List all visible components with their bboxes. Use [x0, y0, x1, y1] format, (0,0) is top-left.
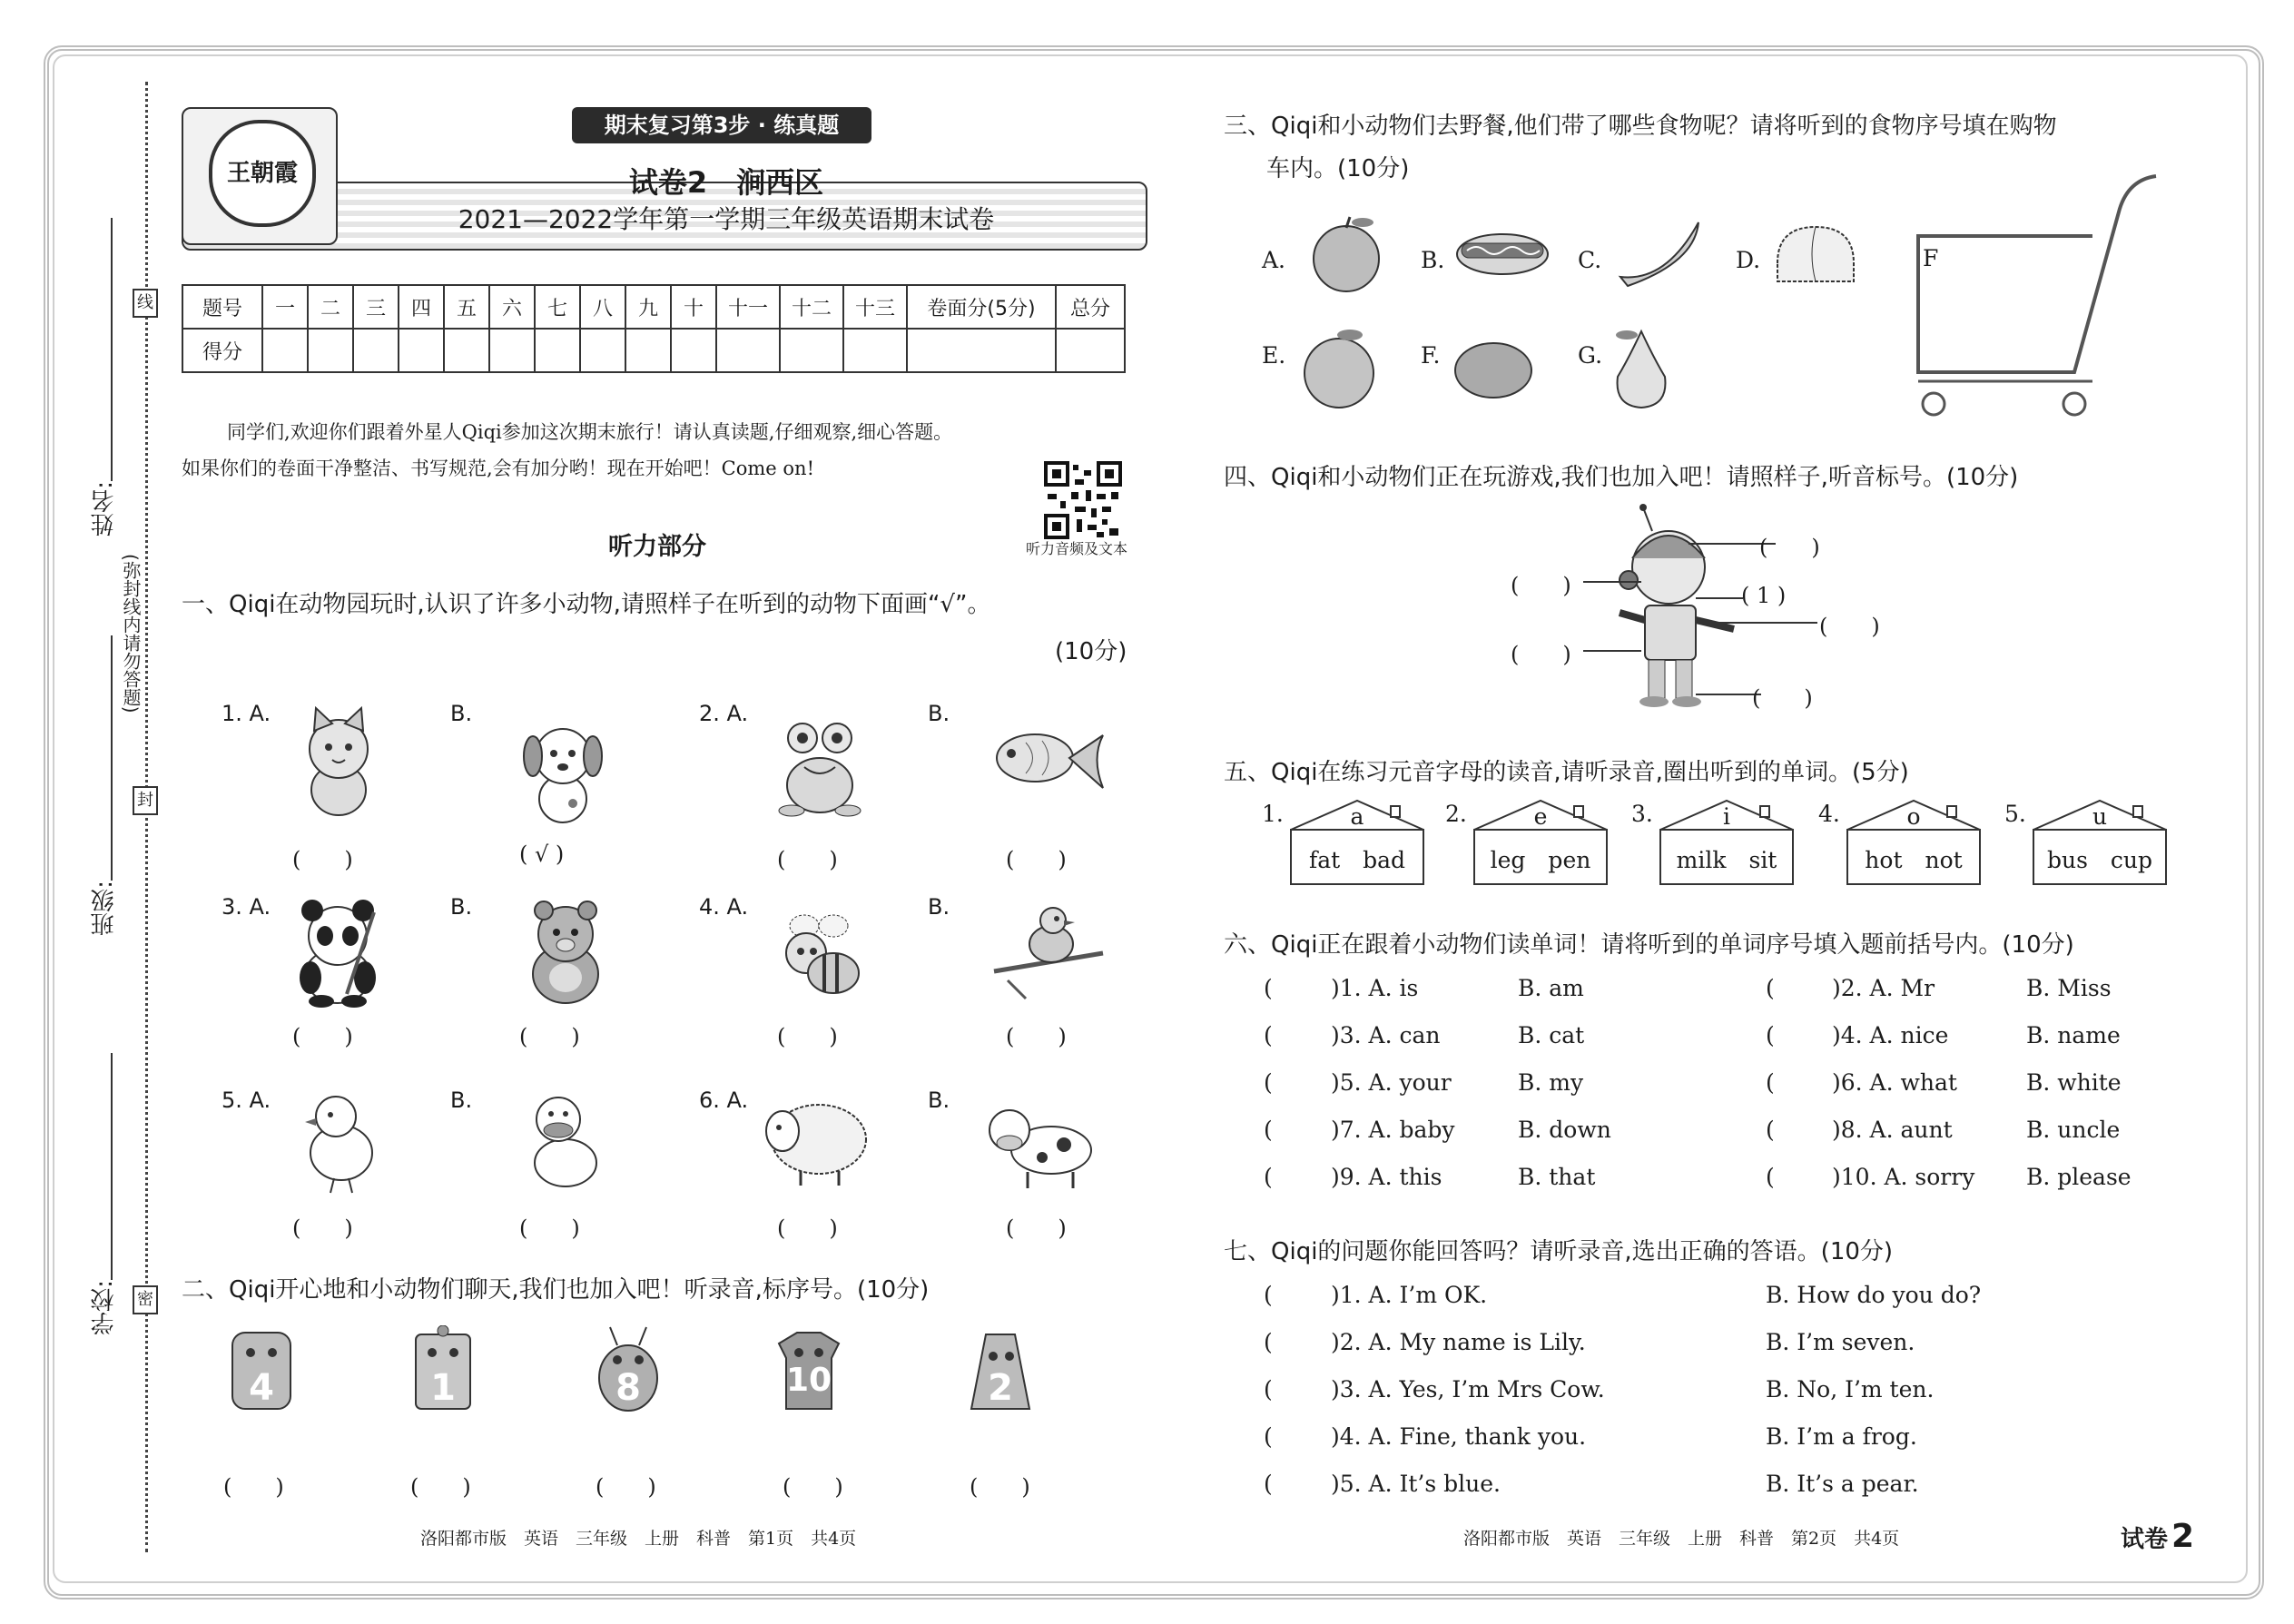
- q1-label: 5. A.: [222, 1088, 271, 1113]
- paren-open[interactable]: (: [1264, 1069, 1273, 1096]
- q1-score: (10分): [1055, 638, 1127, 665]
- stage-banner: 期末复习第3步 · 练真题: [572, 107, 871, 143]
- option-b: B. down: [1518, 1117, 1611, 1143]
- q1-label: B.: [928, 701, 950, 726]
- answer-blank[interactable]: ( ): [970, 1474, 1030, 1500]
- q1-label: B.: [450, 701, 473, 726]
- shopping-cart-icon: [1911, 172, 2165, 427]
- score-cell: 得分: [182, 329, 262, 372]
- paren-open[interactable]: (: [1264, 1022, 1273, 1048]
- answer-blank[interactable]: ( ): [1752, 685, 1813, 711]
- option-b: B. uncle: [2026, 1117, 2121, 1143]
- panda-icon: [283, 894, 397, 1008]
- score-input-cell[interactable]: [535, 329, 580, 372]
- paren-open[interactable]: (: [1766, 1164, 1775, 1190]
- q1-label: 3. A.: [222, 894, 271, 920]
- house-words[interactable]: leg pen: [1490, 847, 1591, 873]
- option-a: )10. A. sorry: [1832, 1164, 1975, 1190]
- character-card: [592, 1325, 665, 1416]
- option-b: B. white: [2026, 1069, 2122, 1096]
- duck-icon: [513, 1085, 613, 1198]
- score-cell: 总分: [1056, 285, 1125, 329]
- house-number: 2.: [1445, 801, 1467, 827]
- q1-label: B.: [450, 1088, 473, 1113]
- paren-open[interactable]: (: [1264, 1282, 1273, 1308]
- orange-icon: [1294, 322, 1384, 413]
- option-a: )4. A. nice: [1832, 1022, 1949, 1048]
- bird-icon: [989, 899, 1108, 1008]
- footer-right: 洛阳都市版 英语 三年级 上册 科普 第2页 共4页: [1463, 1529, 1900, 1549]
- score-cell: 十三: [843, 285, 907, 329]
- intro-line-2: 如果你们的卷面干净整洁、书写规范,会有加分哟！现在开始吧！Come on!: [182, 458, 815, 479]
- q1-label: B.: [450, 894, 473, 920]
- bread-icon: [1770, 218, 1861, 290]
- answer-blank[interactable]: ( ): [223, 1474, 284, 1500]
- option-a: )3. A. can: [1331, 1022, 1441, 1048]
- house-number: 1.: [1262, 801, 1284, 827]
- robot-kid-icon: [1598, 504, 1743, 713]
- paren-open[interactable]: (: [1264, 975, 1273, 1001]
- answer-blank[interactable]: ( ): [1511, 573, 1571, 598]
- answer-blank[interactable]: ( ): [292, 1024, 353, 1049]
- q1-label: 4. A.: [699, 894, 749, 920]
- qr-code-icon[interactable]: [1044, 461, 1122, 539]
- paren-open[interactable]: (: [1264, 1423, 1273, 1450]
- option-a: )6. A. what: [1832, 1069, 1957, 1096]
- intro-line-1: 同学们,欢迎你们跟着外星人Qiqi参加这次期末旅行！请认真读题,仔细观察,细心答题。: [227, 421, 953, 443]
- q1-label: B.: [928, 1088, 950, 1113]
- pointer-line: [1583, 650, 1641, 652]
- score-input-cell[interactable]: [907, 329, 1056, 372]
- vowel-letter: i: [1723, 803, 1730, 830]
- house-number: 5.: [2004, 801, 2026, 827]
- score-input-cell[interactable]: [1056, 329, 1125, 372]
- paren-open[interactable]: (: [1264, 1117, 1273, 1143]
- cow-icon: [982, 1094, 1100, 1194]
- answer-option-b: B. I’m a frog.: [1766, 1423, 1917, 1450]
- score-table-header-row: [182, 285, 1125, 329]
- answer-option-a: )4. A. Fine, thank you.: [1331, 1423, 1587, 1450]
- q1-title: 一、Qiqi在动物园玩时,认识了许多小动物,请照样子在听到的动物下面画“√”。: [182, 591, 991, 618]
- score-table-score-row: [182, 329, 1125, 372]
- food-label: G.: [1578, 342, 1603, 369]
- paren-open[interactable]: (: [1766, 1117, 1775, 1143]
- house-words[interactable]: bus cup: [2046, 847, 2153, 873]
- option-b: B. cat: [1518, 1022, 1585, 1048]
- score-cell: 五: [444, 285, 489, 329]
- score-cell: 二: [308, 285, 353, 329]
- logo-emblem: 王朝霞: [209, 120, 316, 227]
- paper-title: 试卷2 涧西区: [628, 165, 824, 200]
- house-words[interactable]: hot not: [1865, 847, 1963, 873]
- score-input-cell[interactable]: [843, 329, 907, 372]
- seal-mi-box: 密: [133, 1285, 158, 1314]
- bear-icon: [513, 894, 617, 1008]
- character-number: 4: [249, 1367, 274, 1409]
- school-underline: [111, 1053, 113, 1280]
- sheep-icon: [755, 1089, 873, 1189]
- answer-option-b: B. How do you do?: [1766, 1282, 1982, 1308]
- paren-open[interactable]: (: [1264, 1376, 1273, 1403]
- option-b: B. that: [1518, 1164, 1596, 1190]
- seal-line-box: 线: [133, 289, 158, 318]
- answer-option-a: )5. A. It’s blue.: [1331, 1471, 1501, 1497]
- answer-blank[interactable]: ( ): [1006, 1216, 1067, 1241]
- paper-tag-label: 试卷: [2121, 1526, 2169, 1553]
- option-b: B. name: [2026, 1022, 2121, 1048]
- hotdog-icon: [1452, 218, 1552, 286]
- class-label: 班级:: [91, 881, 118, 936]
- score-cell: 八: [580, 285, 625, 329]
- score-cell: 四: [399, 285, 444, 329]
- character-number: 10: [785, 1362, 832, 1399]
- score-input-cell[interactable]: [444, 329, 489, 372]
- food-label: A.: [1262, 247, 1286, 273]
- answer-blank[interactable]: ( ): [1006, 847, 1067, 872]
- bee-icon: [770, 908, 870, 1008]
- score-input-cell[interactable]: [399, 329, 444, 372]
- paper-tag: [2121, 1518, 2194, 1555]
- apple-icon: [1303, 213, 1393, 295]
- cat-icon: [289, 704, 389, 822]
- score-input-cell[interactable]: [625, 329, 671, 372]
- house-words[interactable]: milk sit: [1676, 847, 1777, 873]
- seal-feng-box: 封: [133, 786, 158, 815]
- answer-blank[interactable]: ( ): [410, 1474, 471, 1500]
- q1-label: 6. A.: [699, 1088, 749, 1113]
- vowel-letter: e: [1533, 803, 1548, 830]
- score-cell: 十一: [716, 285, 780, 329]
- answer-blank[interactable]: ( ): [519, 1216, 580, 1241]
- paper-subtitle: 2021—2022学年第一学期三年级英语期末试卷: [458, 204, 995, 234]
- answer-example: ( 1 ): [1741, 583, 1787, 608]
- dog-icon: [513, 713, 613, 826]
- food-label: D.: [1736, 247, 1761, 273]
- answer-blank[interactable]: ( ): [777, 1216, 838, 1241]
- house-words[interactable]: fat bad: [1308, 847, 1406, 873]
- score-cell: 六: [489, 285, 535, 329]
- q5-title: 五、Qiqi在练习元音字母的读音,请听录音,圈出听到的单词。(5分): [1224, 759, 1909, 786]
- answer-blank[interactable]: ( ): [1759, 535, 1820, 560]
- answer-option-b: B. It’s a pear.: [1766, 1471, 1919, 1497]
- option-a: )9. A. this: [1331, 1164, 1442, 1190]
- option-b: B. Miss: [2026, 975, 2112, 1001]
- school-label: 学校:: [91, 1280, 118, 1335]
- food-label: F.: [1421, 342, 1441, 369]
- score-cell: 三: [353, 285, 399, 329]
- qr-caption: 听力音频及文本: [1026, 540, 1128, 557]
- score-input-cell[interactable]: [489, 329, 535, 372]
- score-cell: 七: [535, 285, 580, 329]
- character-card: [407, 1325, 479, 1416]
- answer-option-a: )3. A. Yes, I’m Mrs Cow.: [1331, 1376, 1605, 1403]
- option-a: )7. A. baby: [1331, 1117, 1455, 1143]
- character-card: [225, 1325, 298, 1416]
- answer-blank[interactable]: ( ): [519, 1024, 580, 1049]
- brand-logo: [182, 107, 338, 245]
- house-number: 4.: [1818, 801, 1840, 827]
- option-a: )8. A. aunt: [1832, 1117, 1953, 1143]
- score-input-cell[interactable]: [308, 329, 353, 372]
- frog-icon: [770, 713, 870, 822]
- paren-open[interactable]: (: [1264, 1471, 1273, 1497]
- seal-note: (弥封线内请勿答题): [120, 554, 142, 714]
- paren-open[interactable]: (: [1766, 1022, 1775, 1048]
- option-a: )2. A. Mr: [1832, 975, 1935, 1001]
- character-number: 2: [988, 1367, 1013, 1409]
- score-input-cell[interactable]: [716, 329, 780, 372]
- q1-label: 2. A.: [699, 701, 749, 726]
- banana-icon: [1611, 213, 1711, 290]
- pear-icon: [1605, 322, 1678, 413]
- score-cell: 十二: [780, 285, 843, 329]
- food-label: B.: [1421, 247, 1445, 273]
- class-underline: [111, 635, 113, 881]
- answer-blank[interactable]: ( ): [1511, 642, 1571, 667]
- pointer-line: [1696, 597, 1743, 599]
- answer-blank[interactable]: ( ): [1006, 1024, 1067, 1049]
- paren-open[interactable]: (: [1264, 1329, 1273, 1355]
- listening-heading: 听力部分: [608, 533, 706, 561]
- answer-blank[interactable]: ( ): [292, 847, 353, 872]
- paper-tag-number: 2: [2171, 1518, 2195, 1555]
- score-input-cell[interactable]: [671, 329, 716, 372]
- q7-title: 七、Qiqi的问题你能回答吗？请听录音,选出正确的答语。(10分): [1224, 1238, 1894, 1265]
- answer-blank[interactable]: ( ): [783, 1474, 843, 1500]
- food-label: C.: [1578, 247, 1602, 273]
- score-cell: 十: [671, 285, 716, 329]
- score-cell: 卷面分(5分): [907, 285, 1056, 329]
- answer-example: ( √ ): [519, 842, 565, 867]
- character-number: 1: [430, 1367, 456, 1409]
- score-table: [182, 284, 1126, 373]
- q3-title-line2: 车内。(10分): [1266, 155, 1410, 182]
- egg-icon: [1448, 336, 1539, 404]
- score-input-cell[interactable]: [262, 329, 308, 372]
- q1-label: B.: [928, 894, 950, 920]
- score-input-cell[interactable]: [353, 329, 399, 372]
- vowel-letter: u: [2092, 803, 2108, 830]
- answer-blank[interactable]: ( ): [777, 847, 838, 872]
- vowel-letter: o: [1906, 803, 1921, 830]
- answer-blank[interactable]: ( ): [292, 1216, 353, 1241]
- score-input-cell[interactable]: [580, 329, 625, 372]
- q6-title: 六、Qiqi正在跟着小动物们读单词！请将听到的单词序号填入题前括号内。(10分): [1224, 931, 2074, 959]
- cart-letter: F: [1923, 245, 1939, 271]
- paren-open[interactable]: (: [1766, 975, 1775, 1001]
- score-cell: 题号: [182, 285, 262, 329]
- score-input-cell[interactable]: [780, 329, 843, 372]
- score-cell: 九: [625, 285, 671, 329]
- food-label: E.: [1262, 342, 1286, 369]
- pointer-line: [1716, 622, 1817, 624]
- character-number: 8: [615, 1367, 641, 1409]
- vowel-letter: a: [1350, 803, 1364, 830]
- character-card: [770, 1325, 848, 1416]
- option-a: )5. A. your: [1331, 1069, 1452, 1096]
- option-b: B. am: [1518, 975, 1584, 1001]
- option-a: )1. A. is: [1331, 975, 1419, 1001]
- name-underline: [111, 218, 113, 481]
- q2-title: 二、Qiqi开心地和小动物们聊天,我们也加入吧！听录音,标序号。(10分): [182, 1276, 930, 1304]
- answer-blank[interactable]: ( ): [1819, 614, 1880, 639]
- name-label: 姓名:: [91, 481, 118, 536]
- q3-title-line1: 三、Qiqi和小动物们去野餐,他们带了哪些食物呢？请将听到的食物序号填在购物: [1224, 113, 2057, 140]
- fish-icon: [989, 717, 1108, 808]
- house-number: 3.: [1631, 801, 1653, 827]
- q1-label: 1. A.: [222, 701, 271, 726]
- character-card: [964, 1325, 1037, 1416]
- q4-title: 四、Qiqi和小动物们正在玩游戏,我们也加入吧！请照样子,听音标号。(10分): [1224, 464, 2019, 491]
- answer-option-b: B. No, I’m ten.: [1766, 1376, 1935, 1403]
- chick-icon: [289, 1088, 389, 1196]
- answer-option-a: )1. A. I’m OK.: [1331, 1282, 1488, 1308]
- score-cell: 一: [262, 285, 308, 329]
- option-b: B. my: [1518, 1069, 1584, 1096]
- paren-open[interactable]: (: [1766, 1069, 1775, 1096]
- answer-option-a: )2. A. My name is Lily.: [1331, 1329, 1586, 1355]
- option-b: B. please: [2026, 1164, 2132, 1190]
- answer-option-b: B. I’m seven.: [1766, 1329, 1915, 1355]
- answer-blank[interactable]: ( ): [777, 1024, 838, 1049]
- footer-left: 洛阳都市版 英语 三年级 上册 科普 第1页 共4页: [420, 1529, 857, 1549]
- pointer-line: [1583, 581, 1641, 583]
- answer-blank[interactable]: ( ): [596, 1474, 656, 1500]
- paren-open[interactable]: (: [1264, 1164, 1273, 1190]
